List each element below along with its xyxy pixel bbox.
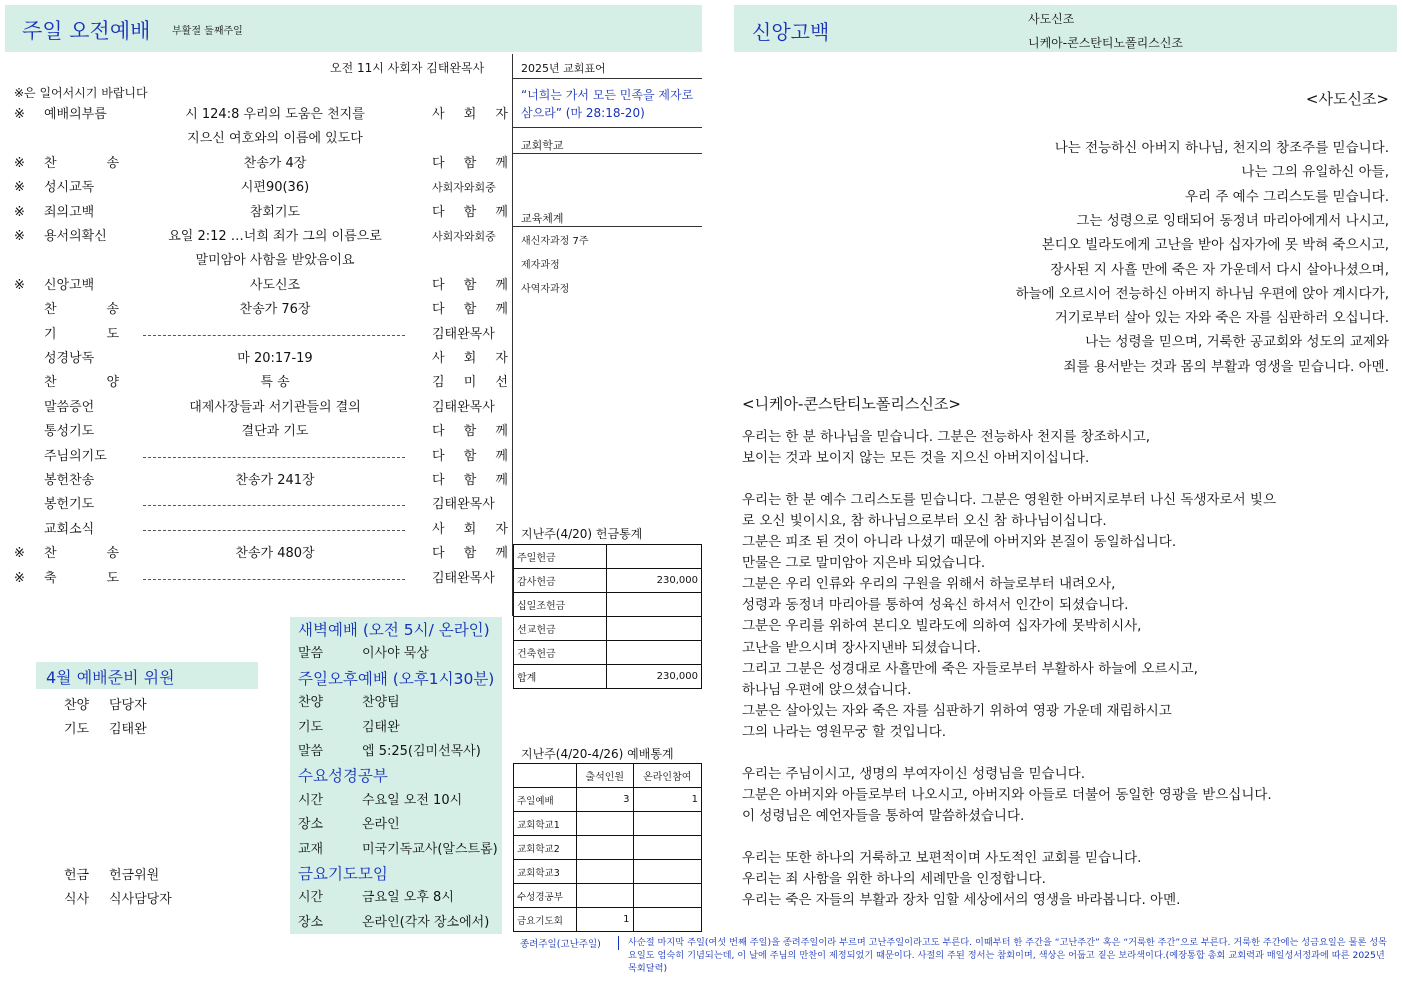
stand-mark: ※ (14, 155, 25, 171)
order-item-name: 죄의고백 (44, 204, 95, 220)
attendance-online (633, 908, 702, 932)
school-label: 교회학교 (521, 139, 564, 152)
service-time: 오전 11시 사회자 김태완목사 (330, 61, 485, 75)
dashed-line (143, 505, 405, 506)
attendance-label: 주일예배 (514, 788, 577, 812)
creed-line: 거기로부터 살아 있는 자와 죽은 자를 심판하러 오십니다. (1054, 310, 1389, 327)
creed-line: 우리는 주님이시고, 생명의 부여자이신 성령님을 믿습니다. (742, 765, 1086, 782)
attendance-present (577, 812, 634, 836)
order-item-content: 찬송가 76장 (239, 302, 311, 318)
attendance-row (514, 884, 702, 908)
offering-row (514, 593, 702, 617)
order-row (0, 202, 510, 224)
attendance-online (633, 836, 702, 860)
creed-line: 나는 그의 유일하신 아들, (1241, 164, 1389, 181)
order-item-content: 찬송가 241장 (235, 473, 315, 488)
schedule-key: 시간 (298, 890, 324, 906)
schedule-value: 수요일 오전 10시 (362, 792, 463, 808)
stand-mark: ※ (14, 546, 25, 562)
education-item: 제자과정 (521, 260, 560, 271)
attendance-row (514, 908, 702, 932)
attendance-label: 교회학교3 (514, 860, 577, 884)
schedule-title: 새벽예배 (오전 5시/ 온라인) (298, 621, 490, 639)
attendance-present: 1 (577, 908, 634, 932)
schedule-key: 찬양 (298, 695, 324, 711)
schedule-value: 온라인 (362, 817, 400, 833)
schedule-key: 교재 (298, 841, 324, 857)
attendance-header: 출석인원 (577, 764, 634, 788)
order-item-content: 시편90(36) (240, 180, 310, 196)
order-item-leader: 김태완목사 (432, 570, 495, 586)
dashed-line (143, 530, 405, 531)
order-row (0, 275, 510, 297)
creed-sub-2: 니케아-콘스탄티노폴리스신조 (1028, 36, 1184, 50)
dashed-line (143, 457, 405, 458)
prep-role: 식사 (64, 892, 90, 907)
offering-row (514, 641, 702, 665)
schedule-key: 시간 (298, 792, 324, 808)
order-item-name: 성경낭독 (44, 351, 95, 366)
offering-label: 선교헌금 (514, 617, 607, 641)
order-item-name: 말씀증언 (44, 399, 95, 415)
offering-table (513, 544, 702, 689)
creed-line: 로 오신 빛이시요, 참 하나님으로부터 오신 참 하나님이십니다. (742, 513, 1107, 530)
order-item-content: 참회기도 (249, 204, 301, 220)
order-item-name: 봉헌찬송 (44, 473, 95, 488)
attendance-row (514, 860, 702, 884)
creed-line: 성령과 동정녀 마리아를 통하여 성육신 하셔서 인간이 되셨습니다. (742, 597, 1129, 614)
creed-sub-1: 사도신조 (1028, 12, 1075, 26)
creed-line: 우리는 죽은 자들의 부활과 장차 임할 세상에서의 영생을 바라봅니다. 아멘. (742, 892, 1181, 909)
offering-label: 십일조헌금 (514, 593, 607, 617)
offering-label: 감사헌금 (514, 569, 607, 593)
order-item-name: 용서의확신 (44, 229, 107, 244)
offering-value (607, 617, 702, 641)
prep-person: 식사담당자 (109, 892, 172, 907)
creed-line: 보이는 것과 보이지 않는 모든 것을 지으신 아버지이십니다. (742, 450, 1090, 467)
offering-value (607, 593, 702, 617)
order-item-leader: 김 미 선 (432, 375, 508, 391)
schedule-key: 말씀 (298, 744, 324, 759)
order-row (0, 446, 510, 468)
order-item-name: 신앙고백 (44, 277, 95, 293)
order-item-leader: 다 함 께 (432, 302, 508, 318)
creed-line: 우리는 죄 사함을 위한 하나의 세례만을 인정합니다. (742, 871, 1046, 888)
schedule-value: 찬양팀 (362, 695, 400, 711)
creed-line: 만물은 그로 말미암아 지은바 되었습니다. (742, 555, 986, 572)
order-row (0, 543, 510, 565)
schedule-value: 김태완 (362, 719, 400, 735)
order-item-content: 찬송가 480장 (235, 546, 315, 562)
offering-label: 주일헌금 (514, 545, 607, 569)
attendance-present: 3 (577, 788, 634, 812)
motto-text: “너희는 가서 모든 민족을 제자로 삼으라” (마 28:18-20) (521, 88, 694, 120)
order-item-leader: 김태완목사 (432, 497, 495, 513)
creed-line: 그분은 피조 된 것이 아니라 나셨기 때문에 아버지와 본질이 동일하십니다. (742, 534, 1177, 551)
order-item-content: 요일 2:12 …너희 죄가 그의 이름으로 (168, 229, 382, 244)
attendance-row (514, 788, 702, 812)
offering-value (607, 641, 702, 665)
stand-mark: ※ (14, 229, 25, 244)
creed-line: 하늘에 오르시어 전능하신 아버지 하나님 우편에 앉아 계시다가, (1015, 285, 1389, 302)
stand-note: ※은 일어서시기 바랍니다 (14, 86, 148, 100)
order-item-leader: 다 함 께 (432, 473, 508, 488)
offering-value (607, 545, 702, 569)
order-row (0, 324, 510, 346)
creed-line: 우리는 또한 하나의 거룩하고 보편적이며 사도적인 교회를 믿습니다. (742, 850, 1142, 866)
prep-role: 찬양 (64, 698, 90, 713)
order-item-leader: 다 함 께 (432, 155, 508, 171)
order-item-content: 시 124:8 우리의 도움은 천지를 (185, 107, 365, 122)
schedule-key: 기도 (298, 719, 324, 735)
order-row (0, 104, 510, 126)
order-item-leader: 김태완목사 (432, 326, 495, 342)
attendance-header (514, 764, 577, 788)
stand-mark: ※ (14, 570, 25, 586)
page-subtitle: 부활절 둘째주일 (172, 26, 243, 37)
footnote-label: 종려주일(고난주일) (520, 939, 601, 950)
attendance-present (577, 836, 634, 860)
order-item-leader: 다 함 께 (432, 204, 508, 220)
prep-role: 헌금 (64, 868, 90, 883)
order-item-content: 대제사장들과 서기관들의 결의 (189, 399, 361, 415)
nicene-creed-title: <니케아-콘스탄티노폴리스신조> (742, 395, 961, 413)
order-row (0, 421, 510, 443)
creed-line: 우리는 한 분 하나님을 믿습니다. 그분은 전능하사 천지를 창조하시고, (742, 429, 1151, 445)
attendance-label: 금요기도회 (514, 908, 577, 932)
attendance-present (577, 860, 634, 884)
order-item-leader: 김태완목사 (432, 399, 495, 415)
creed-line: 그리고 그분은 성경대로 사흘만에 죽은 자들로부터 부활하사 하늘에 오르시고, (742, 660, 1198, 677)
offering-value: 230,000 (607, 665, 702, 689)
order-row (0, 226, 510, 248)
offering-row (514, 617, 702, 641)
order-row-continued (0, 128, 510, 150)
schedule-value: 미국기독교사(알스트롬) (362, 841, 498, 857)
schedule-title: 주일오후예배 (오후1시30분) (298, 669, 495, 688)
attendance-online (633, 884, 702, 908)
order-item-content: 사도신조 (249, 277, 301, 293)
attendance-label: 교회학교2 (514, 836, 577, 860)
education-item: 새신자과정 7주 (521, 236, 589, 247)
schedule-value: 이사야 묵상 (362, 646, 429, 662)
prep-person: 헌금위원 (109, 868, 160, 883)
attendance-present (577, 884, 634, 908)
order-row (0, 470, 510, 492)
order-item-leader: 사회자와회중 (432, 230, 496, 243)
dashed-line (143, 335, 405, 336)
education-label: 교육체계 (521, 212, 564, 225)
creed-title: 신앙고백 (752, 20, 830, 44)
prep-role: 기도 (64, 722, 90, 737)
attendance-label: 교회학교1 (514, 812, 577, 836)
order-item-content: 특 송 (260, 375, 290, 391)
footnote-divider (618, 936, 619, 950)
creed-line: 나는 전능하신 아버지 하나님, 천지의 창조주를 믿습니다. (1054, 140, 1389, 156)
order-row (0, 299, 510, 321)
order-row (0, 494, 510, 516)
order-item-name: 축 도 (44, 570, 119, 586)
order-item-leader: 다 함 께 (432, 277, 508, 293)
order-item-content: 결단과 기도 (241, 424, 309, 440)
order-item-leader: 다 함 께 (432, 448, 508, 464)
attendance-title: 지난주(4/20-4/26) 예배통계 (521, 747, 674, 761)
order-item-content: 마 20:17-19 (237, 351, 313, 366)
attendance-online (633, 812, 702, 836)
order-row (0, 568, 510, 590)
order-item-name: 성시교독 (44, 180, 95, 196)
order-item-leader: 사 회 자 (432, 521, 508, 537)
offering-value: 230,000 (607, 569, 702, 593)
offering-label: 합계 (514, 665, 607, 689)
motto-year: 2025년 교회표어 (521, 62, 606, 75)
column-divider (512, 54, 513, 616)
motto-divider (513, 78, 702, 79)
order-item-name: 찬 양 (44, 375, 119, 391)
schedule-title: 금요기도모임 (298, 865, 388, 883)
order-item-leader: 다 함 께 (432, 424, 508, 440)
creed-line: 그분은 살아있는 자와 죽은 자를 심판하기 위하여 영광 가운데 재림하시고 (742, 702, 1172, 719)
schedule-value: 온라인(각자 장소에서) (362, 914, 490, 930)
page-title: 주일 오전예배 (22, 19, 151, 43)
order-item-name: 통성기도 (44, 424, 95, 440)
offering-title: 지난주(4/20) 헌금통계 (521, 527, 643, 541)
footnote-text: 사순절 마지막 주일(여섯 번째 주일)을 종려주일이라 부르며 고난주일이라고도 부른다. 이때부터 한 주간을 “고난주간” 혹은 “거룩한 주간”으로 부른다. 거룩한 주간에는 성금요일은 물론 성목요일도 엄숙히 기념되는데, 이 날에 주님의 만찬이 제정되었기 때문이다. 사절의 주된 정서는 참회이며, 색상은 어둡고 짙은 보라색이다.(예장통합 총회 교회력과 매일성서정과에 따른 2025년 목회달력) (628, 937, 1388, 974)
order-item-leader: 다 함 께 (432, 546, 508, 562)
order-item-name: 찬 송 (44, 155, 119, 171)
order-row (0, 397, 510, 419)
stand-mark: ※ (14, 180, 25, 196)
attendance-label: 수성경공부 (514, 884, 577, 908)
order-item-leader: 사회자와회중 (432, 181, 496, 195)
attendance-header-row (514, 764, 702, 788)
schedule-title: 수요성경공부 (298, 767, 388, 786)
creed-line: 우리는 한 분 예수 그리스도를 믿습니다. 그분은 영원한 아버지로부터 나신 독생자로서 빛으 (742, 492, 1277, 509)
creed-line: 나는 성령을 믿으며, 거룩한 공교회와 성도의 교제와 (1085, 334, 1389, 351)
offering-row (514, 665, 702, 689)
creed-line: 그분은 아버지와 아들로부터 나오시고, 아버지와 아들로 더불어 동일한 영광을 받으십니다. (742, 786, 1272, 803)
creed-line: 하나님 우편에 앉으셨습니다. (742, 681, 912, 698)
creed-line: 그분은 우리 인류와 우리의 구원을 위해서 하늘로부터 내려오사, (742, 576, 1116, 593)
order-item-leader: 사 회 자 (432, 351, 508, 366)
order-item-name: 찬 송 (44, 302, 119, 318)
order-row (0, 177, 510, 199)
attendance-header: 온라인참여 (633, 764, 702, 788)
apostles-creed-title: <사도신조> (1305, 90, 1389, 108)
motto-divider-2 (513, 127, 702, 128)
school-divider (513, 153, 702, 154)
attendance-table (513, 763, 702, 932)
offering-label: 건축헌금 (514, 641, 607, 665)
creed-line: 그분은 우리를 위하여 본디오 빌라도에 의하여 십자가에 못박히시사, (742, 618, 1142, 635)
order-item-content: 찬송가 4장 (243, 155, 307, 171)
creed-line: 이 성령님은 예언자들을 통하여 말씀하셨습니다. (742, 807, 1025, 824)
schedule-key: 장소 (298, 817, 324, 833)
prep-person: 김태완 (109, 722, 147, 737)
order-row (0, 519, 510, 541)
order-item-name: 예배의부름 (44, 107, 107, 122)
schedule-key: 장소 (298, 914, 324, 930)
creed-line: 우리 주 예수 그리스도를 믿습니다. (1184, 188, 1389, 205)
creed-line: 고난을 받으시며 장사지낸바 되셨습니다. (742, 639, 981, 656)
order-item-name: 봉헌기도 (44, 497, 95, 513)
stand-mark: ※ (14, 107, 25, 122)
order-item-name: 주님의기도 (44, 448, 107, 464)
order-item-name: 기 도 (44, 326, 119, 342)
schedule-value: 엡 5:25(김미선목사) (362, 744, 481, 759)
order-row (0, 153, 510, 175)
order-row (0, 348, 510, 370)
schedule-key: 말씀 (298, 646, 324, 662)
order-item-name: 교회소식 (44, 521, 95, 537)
order-item-content: 지으신 여호와의 이름에 있도다 (187, 131, 363, 147)
creed-line: 그는 성령으로 잉태되어 동정녀 마리아에게서 나시고, (1076, 212, 1389, 229)
prep-title: 4월 예배준비 위원 (46, 668, 175, 687)
schedule-value: 금요일 오후 8시 (362, 890, 454, 906)
stand-mark: ※ (14, 277, 25, 293)
order-item-leader: 사 회 자 (432, 107, 508, 122)
order-item-content: 말미암아 사함을 받았음이요 (195, 253, 355, 269)
offering-row (514, 545, 702, 569)
order-row-continued (0, 250, 510, 272)
attendance-row (514, 812, 702, 836)
prep-person: 담당자 (109, 698, 147, 713)
education-divider (513, 226, 702, 227)
attendance-online: 1 (633, 788, 702, 812)
creed-line: 본디오 빌라도에게 고난을 받아 십자가에 못 박혀 죽으시고, (1041, 237, 1389, 254)
dashed-line (143, 579, 405, 580)
education-item: 사역자과정 (521, 284, 570, 295)
creed-line: 그의 나라는 영원무궁 할 것입니다. (742, 723, 947, 740)
order-row (0, 372, 510, 394)
stand-mark: ※ (14, 204, 25, 220)
attendance-online (633, 860, 702, 884)
attendance-row (514, 836, 702, 860)
order-item-name: 찬 송 (44, 546, 119, 562)
offering-row (514, 569, 702, 593)
creed-line: 죄를 용서받는 것과 몸의 부활과 영생을 믿습니다. 아멘. (1063, 358, 1389, 375)
creed-line: 장사된 지 사흘 만에 죽은 자 가운데서 다시 살아나셨으며, (1050, 261, 1389, 278)
